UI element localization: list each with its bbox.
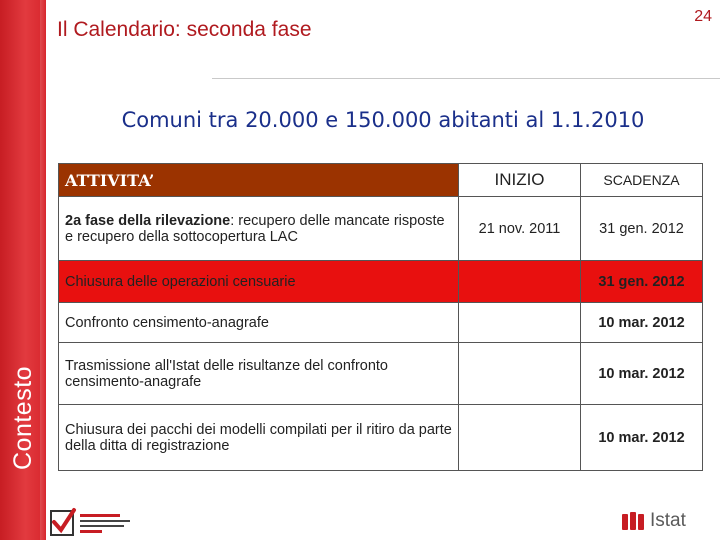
table-row [59, 261, 703, 303]
activity-cell: Chiusura dei pacchi dei modelli compilati per il ritiro da parte della ditta di registrazione [59, 405, 459, 471]
activity-cell: Chiusura delle operazioni censuarie [59, 261, 459, 303]
table-row [59, 197, 703, 261]
end-cell: 10 mar. 2012 [581, 405, 703, 471]
end-cell: 10 mar. 2012 [581, 303, 703, 343]
activity-bold-text: 2a fase della rilevazione [65, 212, 231, 229]
table-row [59, 405, 703, 471]
end-cell: 31 gen. 2012 [581, 261, 703, 303]
istat-logo-text: Istat [650, 510, 686, 531]
slide-title: Il Calendario: seconda fase [57, 18, 312, 41]
activity-cell [59, 197, 459, 261]
title-divider [212, 78, 720, 79]
activity-schedule-table [58, 163, 703, 471]
census-checkmark-logo-icon [50, 506, 140, 538]
end-cell: 10 mar. 2012 [581, 343, 703, 405]
istat-logo-icon [620, 508, 690, 534]
table-row [59, 343, 703, 405]
activity-text: : recupero delle mancate risposte e recupero della sottocopertura LAC [65, 212, 445, 245]
header-start: INIZIO [459, 164, 581, 197]
header-activity: ATTIVITA’ [59, 164, 459, 197]
activity-cell: Confronto censimento-anagrafe [59, 303, 459, 343]
start-cell [459, 261, 581, 303]
start-cell: 21 nov. 2011 [459, 197, 581, 261]
page-number: 24 [694, 8, 712, 25]
start-cell [459, 343, 581, 405]
header-end: SCADENZA [581, 164, 703, 197]
table-row [59, 303, 703, 343]
activity-cell: Trasmissione all'Istat delle risultanze del confronto censimento-anagrafe [59, 343, 459, 405]
table-header-row [59, 164, 703, 197]
start-cell [459, 303, 581, 343]
start-cell [459, 405, 581, 471]
end-cell: 31 gen. 2012 [581, 197, 703, 261]
slide-subtitle: Comuni tra 20.000 e 150.000 abitanti al 1.1.2010 [121, 108, 645, 132]
